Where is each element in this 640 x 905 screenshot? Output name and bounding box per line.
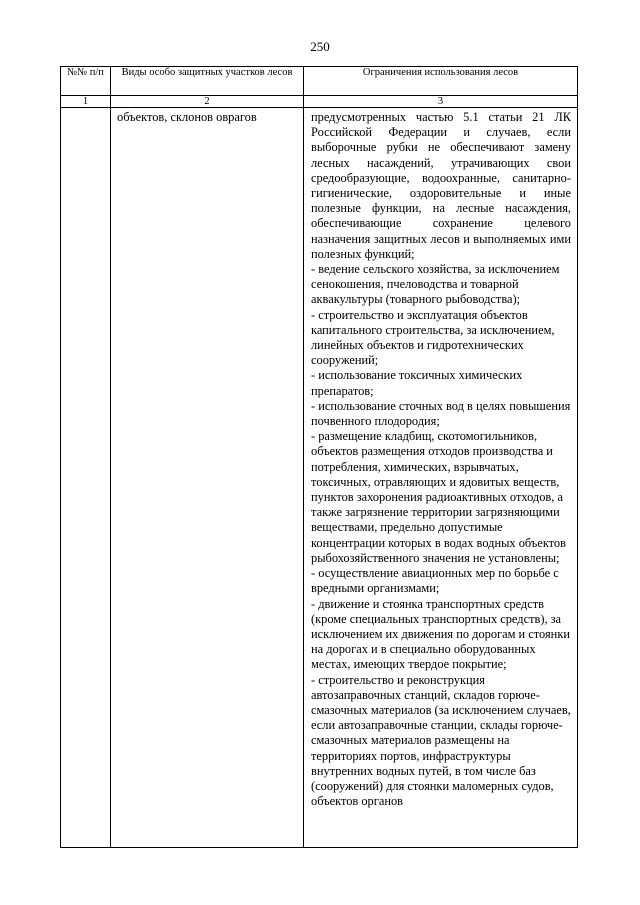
column-number-3: 3: [304, 96, 578, 108]
limits-item: - движение и стоянка транспортных средств (кроме специальных транспортных средств), за исключением их движения по дорогам и стоянки на дорогах и в специально оборудованных местах, имеющих твердое покрытие;: [311, 596, 570, 672]
column-numbers-row: [61, 96, 578, 108]
header-limits: Ограничения использования лесов: [304, 67, 578, 96]
object-type-cell: объектов, склонов оврагов: [111, 108, 304, 848]
header-object-type: Виды особо защитных участков лесов: [111, 67, 304, 96]
limits-cell: [304, 108, 578, 848]
limits-item: - использование сточных вод в целях повышения почвенного плодородия;: [311, 398, 571, 429]
table-header-row: [61, 67, 578, 96]
limits-item: - строительство и реконструкция автозаправочных станций, складов горюче-смазочных материалов (за исключением случаев, если автозаправочные станции, склады горюче-смазочных материалов размещены на территориях портов, инфраструктуры внутренних водных путей, в том числе баз (сооружений) для стоянки маломерных судов, объектов органов: [311, 672, 571, 809]
header-number: №№ п/п: [61, 67, 111, 96]
column-number-2: 2: [111, 96, 304, 108]
page-number: 250: [310, 39, 330, 54]
row-number-cell: [61, 108, 111, 848]
limits-item: - использование токсичных химических препаратов;: [311, 368, 523, 398]
restrictions-table: [60, 66, 578, 848]
limits-item: - ведение сельского хозяйства, за исключением сенокошения, пчеловодства и товарной аквакультуры (товарного рыбоводства);: [311, 262, 560, 307]
limits-intro: предусмотренных частью 5.1 статьи 21 ЛК Российской Федерации и случаев, если выборочные рубки не обеспечивают замену лесных насаждений, утрачивающих свои средообразующие, водоохранные, санитарно-гигиенические, оздоровительные и иные полезные функции, на лесные насаждения, обеспечивающие сохранение целевого назначения защитных лесов и выполняемых ими полезных функций;: [311, 110, 571, 261]
table-row: [61, 108, 578, 848]
limits-item: - осуществление авиационных мер по борьбе с вредными организмами;: [311, 566, 559, 596]
limits-item: - строительство и эксплуатация объектов капитального строительства, за исключением, линейных объектов и гидротехнических сооружений;: [311, 307, 555, 368]
limits-item: - размещение кладбищ, скотомогильников, объектов размещения отходов производства и потребления, химических, взрывчатых, токсичных, отравляющих и ядовитых веществ, пунктов захоронения радиоактивных отходов, а также загрязнение территории загрязняющими веществами, предельно допустимые концентрации которых в водах водных объектов рыбохозяйственного значения не установлены;: [311, 429, 566, 565]
column-number-1: 1: [61, 96, 111, 108]
